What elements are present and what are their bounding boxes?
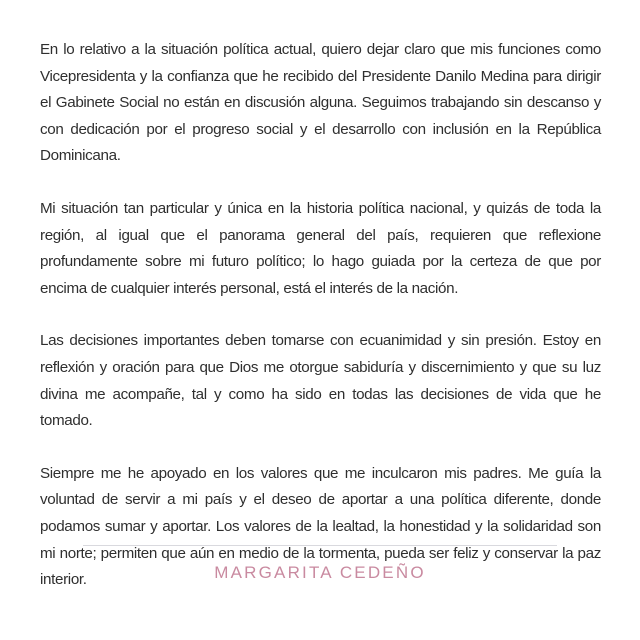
paragraph-1: En lo relativo a la situación política actual, quiero dejar claro que mis funciones como Vicepresidenta y la confianza que he recibido del Presidente Danilo Medina para dirigir el Gabinete Social no están en discusión alguna. Seguimos trabajando sin descanso y con dedicación por el progreso social y el desarrollo con inclusión en la República Dominicana.	[40, 41, 601, 165]
signature: MARGARITA CEDEÑO	[214, 563, 426, 582]
paragraph-3: Las decisiones importantes deben tomarse con ecuanimidad y sin presión. Estoy en reflexión y oración para que Dios me otorgue sabiduría y discernimiento y que su luz divina me acompañe, tal y como ha sido en todas las decisiones de vida que he tomado.	[40, 332, 601, 430]
paragraph-4: Siempre me he apoyado en los valores que me inculcaron mis padres. Me guía la voluntad de servir a mi país y el deseo de aportar a una política diferente, donde podamos sumar y aportar. Los valores de la lealtad, la honestidad y la solidaridad son mi norte; permiten que aún en medio de la tormenta, pueda ser feliz y conservar la paz interior.	[40, 464, 601, 589]
statement-body	[40, 37, 601, 620]
paragraph-2: Mi situación tan particular y única en la historia política nacional, y quizás de toda la región, al igual que el panorama general del país, requieren que reflexione profundamente sobre mi futuro político; lo hago guiada por la certeza de que por encima de cualquier interés personal, está el interés de la nación.	[40, 199, 601, 297]
signature-divider	[83, 545, 557, 546]
